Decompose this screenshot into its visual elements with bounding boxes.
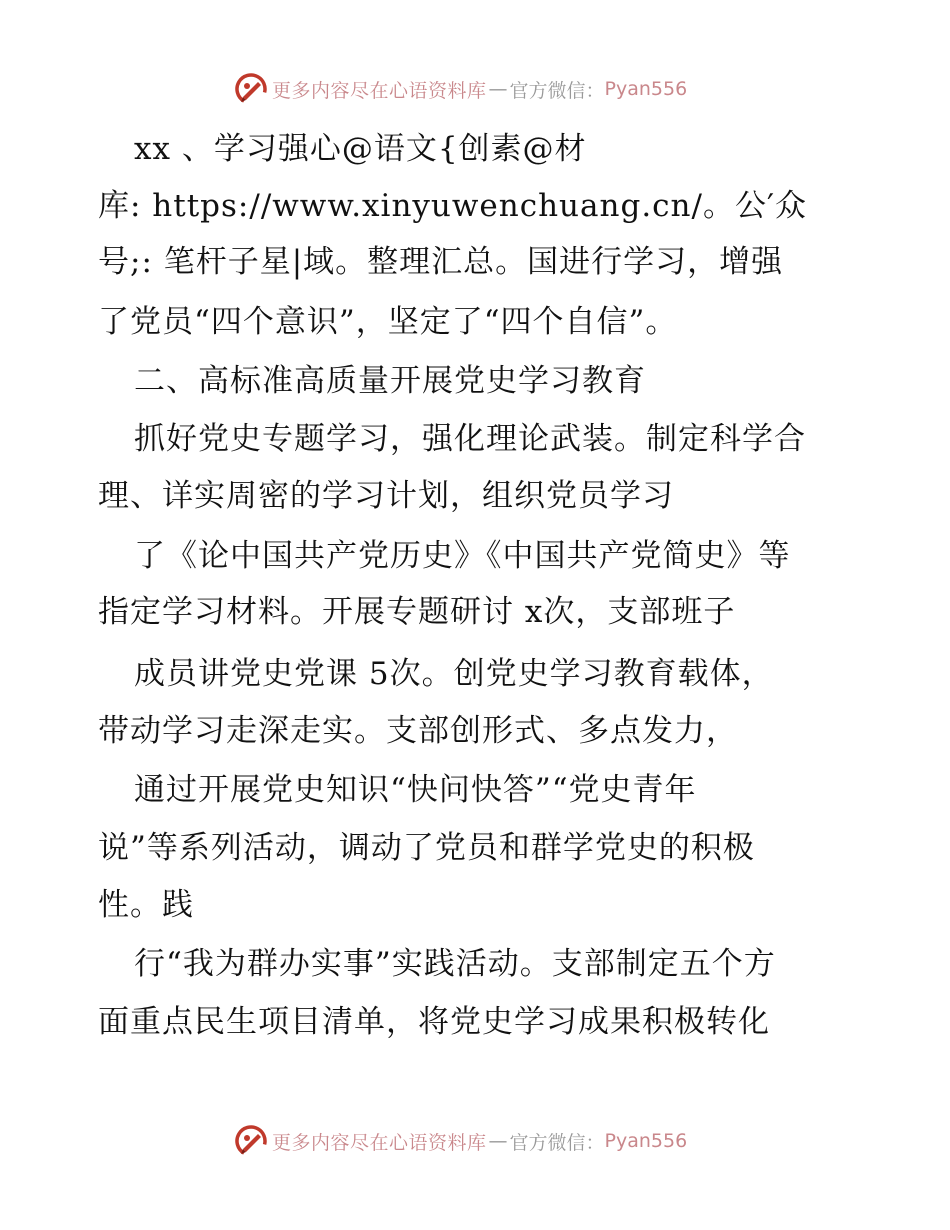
body-line: 二、高标准高质量开展党史学习教育 [134, 363, 646, 399]
header-wechat-id: Pyan556 [604, 78, 688, 100]
body-line: 成员讲党史党课 5次。创党史学习教育载体， [134, 656, 774, 692]
body-line: 行“我为群办实事”实践活动。支部制定五个方 [134, 946, 776, 982]
footer-wechat-label: 官方微信： [509, 1131, 605, 1154]
header-wechat-label: 官方微信： [509, 79, 605, 102]
body-line: 理、详实周密的学习计划，组织党员学习 [98, 478, 674, 514]
body-line: xx 、学习强心@语文{创素@材 [134, 131, 587, 167]
footer-banner-text: 更多内容尽在心语资料库 [272, 1131, 487, 1154]
body-line: 性。践 [98, 887, 194, 923]
header-banner [234, 72, 687, 106]
body-line: 库: https://www.xinyuwenchuang.cn/。公′众 [98, 188, 807, 224]
body-line: 面重点民生项目清单，将党史学习成果积极转化 [98, 1004, 770, 1040]
header-banner-dash: — [488, 78, 508, 100]
footer-banner-dash: — [488, 1130, 508, 1152]
footer-banner [234, 1124, 687, 1158]
body-line: 了《论中国共产党历史》《中国共产党简史》等 [134, 538, 791, 574]
body-line: 带动学习走深走实。支部创形式、多点发力， [98, 713, 738, 749]
pen-logo-icon [234, 1124, 268, 1158]
pen-logo-icon [234, 72, 268, 106]
body-line: 了党员“四个意识”，坚定了“四个自信”。 [98, 304, 678, 340]
body-line: 指定学习材料。开展专题研讨 x次，支部班子 [98, 594, 736, 630]
footer-wechat-id: Pyan556 [604, 1130, 688, 1152]
body-line: 抓好党史专题学习，强化理论武装。制定科学合 [134, 421, 806, 457]
body-line: 说”等系列活动，调动了党员和群学党史的积极 [98, 830, 755, 866]
body-line: 通过开展党史知识“快问快答”“党史青年 [134, 772, 697, 808]
body-line: 号;: 笔杆子星|域。整理汇总。国进行学习，增强 [98, 244, 784, 280]
header-banner-text: 更多内容尽在心语资料库 [272, 79, 487, 102]
